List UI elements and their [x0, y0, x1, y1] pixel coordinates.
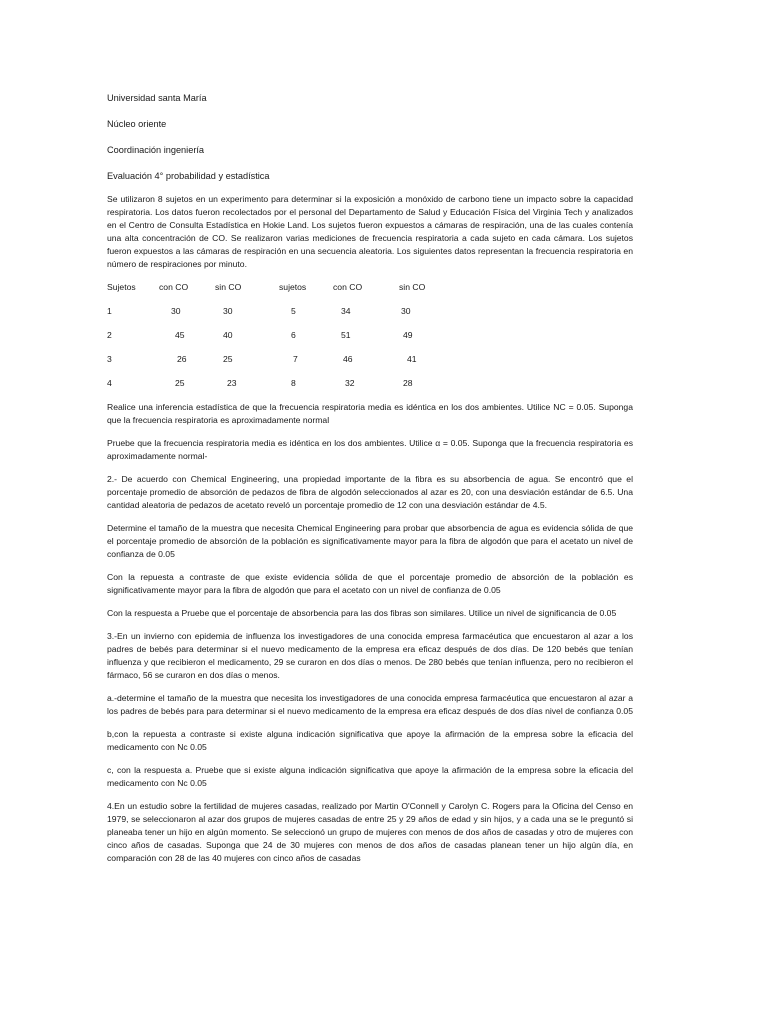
table-cell: 46 [343, 354, 353, 364]
table-cell: 3 [107, 354, 112, 364]
table-cell: 51 [341, 330, 351, 340]
table-header-cell: sin CO [399, 282, 426, 292]
table-cell: 41 [407, 354, 417, 364]
table-cell: 25 [175, 378, 185, 388]
table-cell: 7 [293, 354, 298, 364]
problem2-question-c: Con la respuesta a Pruebe que el porcentaje de absorbencia para las dos fibras son similares. Utilice un nivel de significancia de 0.05 [107, 608, 617, 618]
document-body [107, 92, 633, 875]
problem2-intro: 2.- De acuerdo con Chemical Engineering, una propiedad importante de la fibra es su absorbencia de agua. Se encontró que el porcentaje promedio de absorción de pedazos de fibra de algodón seleccionados al azar es 20, con una desviación estándar de 6.5. Una cantidad aleatoria de pedazos de acetato reveló un porcentaje promedio de 12 con una desviación estándar de 4.5. [107, 474, 633, 510]
problem1-intro: Se utilizaron 8 sujetos en un experimento para determinar si la exposición a monóxido de carbono tiene un impacto sobre la capacidad respiratoria. Los datos fueron recolectados por el personal del Departamento de Salud y Educación Física del Virginia Tech y analizados en el Centro de Consulta Estadística en Hokie Land. Los sujetos fueron expuestos a cámaras de respiración, una de las cuales contenía una alta concentración de CO. Se realizaron varias mediciones de frecuencia respiratoria a cada sujeto en cada cámara. Los sujetos fueron expuestos a las cámaras de respiración en una secuencia aleatoria. Los siguientes datos representan la frecuencia respiratoria en número de respiraciones por minuto. [107, 194, 633, 269]
table-cell: 2 [107, 330, 112, 340]
table-header-cell: con CO [159, 282, 189, 292]
exam-title: Evaluación 4° probabilidad y estadística [107, 171, 270, 181]
table-row [107, 305, 437, 329]
table-header-cell: sin CO [215, 282, 242, 292]
table-cell: 30 [401, 306, 411, 316]
table-row [107, 353, 437, 377]
table-cell: 23 [227, 378, 237, 388]
table-cell: 28 [403, 378, 413, 388]
table-row [107, 329, 437, 353]
problem3-question-b: b,con la repuesta a contraste si existe alguna indicación significativa que apoye la afirmación de la empresa sobre la eficacia del medicamento con Nc 0.05 [107, 729, 633, 752]
table-header-cell: con CO [333, 282, 363, 292]
table-cell: 34 [341, 306, 351, 316]
table-header-cell: sujetos [279, 282, 307, 292]
problem2-question-a: Determine el tamaño de la muestra que necesita Chemical Engineering para probar que absorbencia de agua es evidencia sólida de que el porcentaje promedio de absorción de la población es significativamente mayor para la fibra de algodón que para el acetato un nivel de confianza de 0.05 [107, 523, 633, 559]
problem2-question-b: Con la repuesta a contraste de que existe evidencia sólida de que el porcentaje promedio de absorción de la población es significativamente mayor para la fibra de algodón que para el acetato con un nivel de confianza de 0.05 [107, 572, 633, 595]
table-cell: 32 [345, 378, 355, 388]
university-name: Universidad santa María [107, 93, 207, 103]
problem3-question-c: c, con la respuesta a. Pruebe que si existe alguna indicación significativa que apoye la afirmación de la empresa sobre la eficacia del medicamento con Nc 0.05 [107, 765, 633, 788]
table-row [107, 377, 437, 401]
table-cell: 5 [291, 306, 296, 316]
problem3-intro: 3.-En un invierno con epidemia de influenza los investigadores de una conocida empresa farmacéutica que encuestaron al azar a los padres de bebés para determinar si el nuevo medicamento de la empresa era eficaz después de dos días. De 120 bebés que tenían influenza y que recibieron el medicamento, 29 se curaron en dos días o menos. De 280 bebés que tenían influenza, pero no recibieron el fármaco, 56 se curaron en dos días o menos. [107, 631, 633, 680]
table-cell: 25 [223, 354, 233, 364]
problem1-question-b: Pruebe que la frecuencia respiratoria media es idéntica en los dos ambientes. Utilice α = 0.05. Suponga que la frecuencia respiratoria es aproximadamente normal- [107, 438, 633, 461]
campus-name: Núcleo oriente [107, 119, 167, 129]
table-cell: 6 [291, 330, 296, 340]
table-header-cell: Sujetos [107, 282, 136, 292]
department-name: Coordinación ingeniería [107, 145, 205, 155]
table-cell: 40 [223, 330, 233, 340]
table-cell: 4 [107, 378, 112, 388]
table-cell: 30 [223, 306, 233, 316]
problem4-intro: 4.En un estudio sobre la fertilidad de mujeres casadas, realizado por Martin O'Connell y Carolyn C. Rogers para la Oficina del Censo en 1979, se seleccionaron al azar dos grupos de mujeres casadas de entre 25 y 29 años de edad y sin hijos, y a cada una se le preguntó si planeaba tener un hijo en algún momento. Se seleccionó un grupo de mujeres con menos de dos años de casadas y otro de mujeres con cinco años de casadas. Suponga que 24 de 30 mujeres con menos de dos años de casadas planean tener un hijo algún día, en comparación con 28 de las 40 mujeres con cinco años de casadas [107, 801, 633, 863]
table-cell: 30 [171, 306, 181, 316]
table-cell: 26 [177, 354, 187, 364]
problem3-question-a: a.-determine el tamaño de la muestra que necesita los investigadores de una conocida empresa farmacéutica que encuestaron al azar a los padres de bebés para para determinar si el nuevo medicamento de la empresa era eficaz después de dos días nivel de confianza 0.05 [107, 693, 633, 716]
respiration-table [107, 281, 437, 401]
table-cell: 45 [175, 330, 185, 340]
table-header-row [107, 281, 437, 305]
table-cell: 49 [403, 330, 413, 340]
problem1-question-a: Realice una inferencia estadística de que la frecuencia respiratoria media es idéntica en los dos ambientes. Utilice NC = 0.05. Suponga que la frecuencia respiratoria es aproximadamente normal [107, 402, 633, 425]
table-cell: 1 [107, 306, 112, 316]
table-cell: 8 [291, 378, 296, 388]
